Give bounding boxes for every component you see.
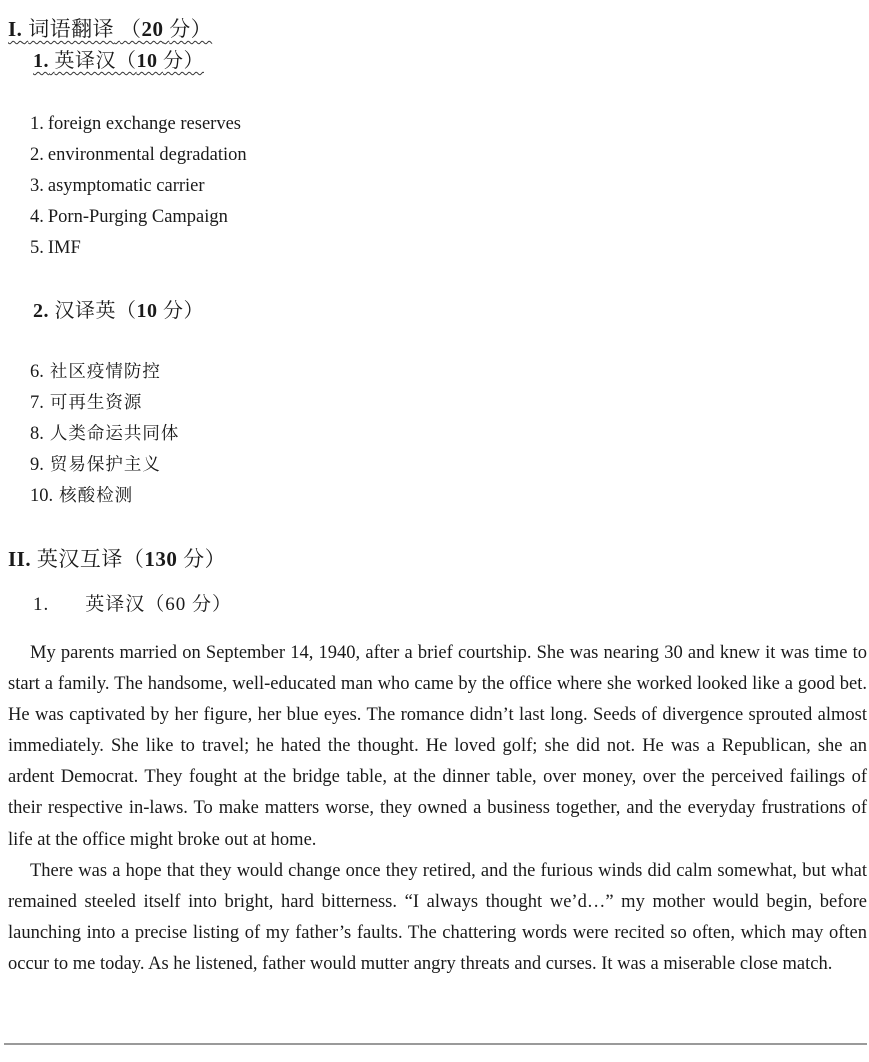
list-item (30, 419, 179, 450)
item-text: 人类命运共同体 (49, 424, 180, 444)
section-1-unit: 分） (169, 17, 213, 41)
list-item (30, 450, 179, 481)
section-2-unit: 分） (183, 547, 227, 571)
part-2-score: 10 (136, 300, 158, 322)
part-1-title: 英译汉（ (54, 50, 137, 72)
section-2-heading (8, 546, 226, 572)
section-1-score: 20 (141, 17, 164, 41)
part-1-unit: 分） (163, 50, 204, 72)
item-number: 3. (30, 176, 44, 196)
item-number: 10. (30, 486, 54, 506)
item-text: asymptomatic carrier (47, 176, 205, 196)
list-item (30, 481, 179, 512)
part-2-title: 汉译英（ (54, 300, 137, 322)
list-item (30, 233, 247, 264)
item-text: Porn-Purging Campaign (47, 207, 228, 227)
item-text: 可再生资源 (49, 393, 143, 413)
list-item (30, 388, 179, 419)
list-item (30, 357, 179, 388)
part-2-number: 2. (33, 300, 49, 322)
part-1-number: 1. (33, 50, 49, 72)
list-item (30, 202, 247, 233)
section-1-open-paren: （ (119, 17, 142, 41)
section-1-heading (8, 16, 212, 42)
item-text: 社区疫情防控 (49, 362, 161, 382)
item-number: 4. (30, 207, 44, 227)
part-1-heading (33, 48, 204, 74)
section-2-prefix: II. (8, 547, 32, 571)
item-number: 9. (30, 455, 44, 475)
item-number: 5. (30, 238, 44, 258)
item-text: 贸易保护主义 (49, 455, 161, 475)
item-number: 1. (30, 114, 44, 134)
bottom-divider (4, 1043, 867, 1045)
item-number: 7. (30, 393, 44, 413)
en-term-list (30, 109, 247, 264)
section-2-score: 130 (144, 547, 178, 571)
item-number: 8. (30, 424, 44, 444)
section-2-part-1-number: 1. (33, 594, 50, 615)
cn-term-list (30, 357, 179, 512)
part-2-heading (33, 298, 204, 324)
section-1-heading-text (8, 17, 212, 41)
list-item (30, 171, 247, 202)
list-item (30, 140, 247, 171)
item-text: environmental degradation (47, 145, 247, 165)
section-1-prefix: I. (8, 17, 23, 41)
section-1-title: 词语翻译 (28, 17, 115, 41)
item-number: 6. (30, 362, 44, 382)
item-number: 2. (30, 145, 44, 165)
item-text: foreign exchange reserves (47, 114, 241, 134)
passage-paragraph: There was a hope that they would change once they retired, and the furious winds did calm somewhat, but what remained steeled itself into bright, hard bitterness. “I always thought we’d…” my mother would begin, before launching into a precise listing of my father’s faults. The chattering words were recited so often, which may often occur to me today. As he listened, father would mutter angry threats and curses. It was a miserable close match. (8, 860, 867, 974)
part-1-heading-text (33, 50, 204, 72)
translation-passage (8, 638, 867, 980)
part-2-unit: 分） (163, 300, 204, 322)
passage-paragraph: My parents married on September 14, 1940, after a brief courtship. She was nearing 30 and knew it was time to start a family. The handsome, well-educated man who came by the office where she worked looked like a good bet. He was captivated by her figure, her blue eyes. The romance didn’t last long. Seeds of divergence sprouted almost immediately. She like to travel; he hated the thought. He loved golf; she did not. He was a Republican, she an ardent Democrat. They fought at the bridge table, at the dinner table, over money, over the perceived failings of their respective in-laws. To make matters worse, they owned a business together, and the everyday frustrations of life at the office might broke out at home. (8, 643, 867, 850)
list-item (30, 109, 247, 140)
section-2-part-1-heading (33, 592, 232, 618)
item-text: IMF (47, 238, 81, 258)
item-text: 核酸检测 (59, 486, 134, 506)
part-1-score: 10 (136, 50, 158, 72)
section-2-title: 英汉互译（ (36, 547, 145, 571)
section-2-part-1-title: 英译汉（60 分） (85, 594, 233, 615)
